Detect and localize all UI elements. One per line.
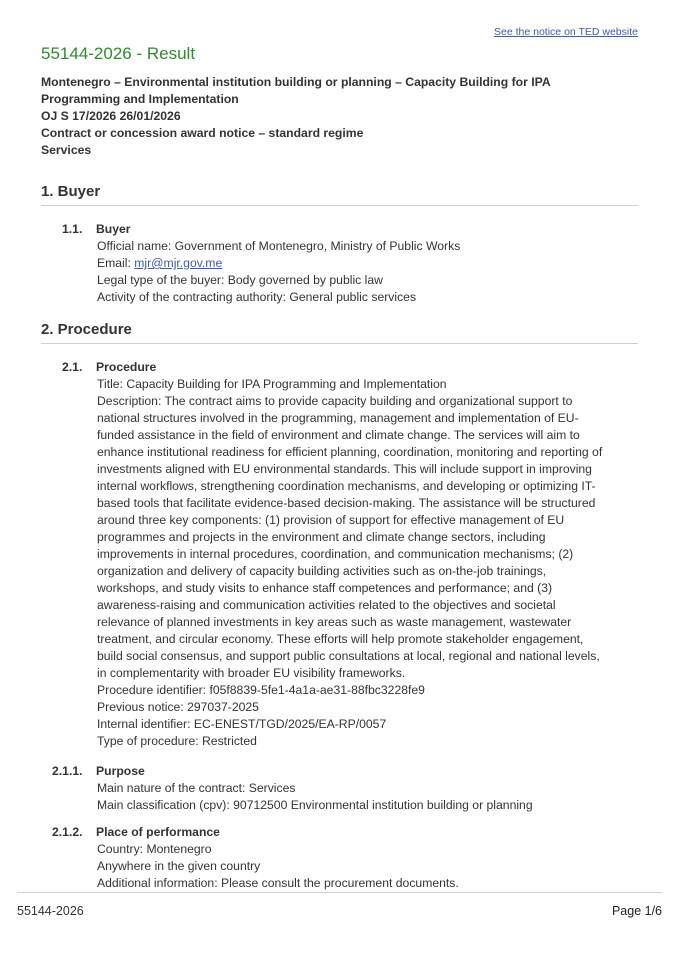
- procedure-line: funded assistance in the field of environment and climate change. The services will aim to: [97, 428, 580, 442]
- subsection-number: 2.1.: [62, 360, 83, 374]
- procedure-line: programmes and projects in the environment and climate change sectors, including: [97, 530, 546, 544]
- email-link[interactable]: mjr@mjr.gov.me: [134, 256, 223, 270]
- procedure-line: enhance institutional readiness for efficient planning, coordination, monitoring and reporting of: [97, 445, 603, 459]
- procedure-line: relevance of planned investments in key areas such as waste management, wastewater: [97, 615, 572, 629]
- procedure-line: in complementarity with broader EU visibility frameworks.: [97, 666, 406, 680]
- place-line: Country: Montenegro: [97, 842, 212, 856]
- procedure-line: around three key components: (1) provision of support for effective management of EU: [97, 513, 565, 527]
- email-label: Email:: [97, 256, 135, 270]
- ted-website-link[interactable]: See the notice on TED website: [494, 26, 638, 38]
- procedure-line: based tools that facilitate evidence-based decision-making. The assistance will be structured: [97, 496, 596, 510]
- contracting-activity: Activity of the contracting authority: General public services: [97, 290, 417, 304]
- procedure-line: national structures involved in the programming, management and implementation of EU-: [97, 411, 579, 425]
- purpose-details: [97, 780, 637, 814]
- procedure-line: Description: The contract aims to provide capacity building and organizational support to: [97, 394, 573, 408]
- procedure-line: awareness-raising and communication activities related to the objectives and societal: [97, 598, 556, 612]
- purpose-line: Main nature of the contract: Services: [97, 781, 296, 795]
- procedure-line: Previous notice: 297037-2025: [97, 700, 259, 714]
- subsection-title: Purpose: [96, 764, 145, 778]
- procedure-line: organization and delivery of capacity building activities such as on-the-job trainings,: [97, 564, 547, 578]
- place-line: Anywhere in the given country: [97, 859, 261, 873]
- place-line: Additional information: Please consult the procurement documents.: [97, 876, 459, 890]
- meta-line: Montenegro – Environmental institution building or planning – Capacity Building for IPA: [41, 75, 551, 89]
- subsection-number: 2.1.2.: [52, 825, 83, 839]
- place-details: [97, 841, 637, 892]
- procedure-line: investments aligned with EU environmental standards. This will include support in improving: [97, 462, 592, 476]
- procedure-line: Title: Capacity Building for IPA Programming and Implementation: [97, 377, 447, 391]
- procedure-line: improvements in internal procedures, coordination, and communication mechanisms; (2): [97, 547, 574, 561]
- official-name: Official name: Government of Montenegro, Ministry of Public Works: [97, 239, 461, 253]
- section-heading-procedure: 2. Procedure: [41, 320, 638, 344]
- section-heading-buyer: 1. Buyer: [41, 182, 638, 206]
- procedure-line: Type of procedure: Restricted: [97, 734, 257, 748]
- buyer-details: [97, 238, 637, 306]
- subsection-title: Procedure: [96, 360, 157, 374]
- procedure-line: internal workflows, strengthening coordination mechanisms, and developing or optimizing IT-: [97, 479, 596, 493]
- procedure-line: workshops, and study visits to enhance staff competences and performance; and (3): [97, 581, 553, 595]
- meta-line: Programming and Implementation: [41, 92, 239, 106]
- meta-line: Services: [41, 143, 92, 157]
- procedure-details: [97, 376, 637, 750]
- page-number: Page 1/6: [611, 904, 662, 918]
- subsection-number: 2.1.1.: [52, 764, 83, 778]
- procedure-line: treatment, and circular economy. These efforts will help promote stakeholder engagement,: [97, 632, 584, 646]
- meta-line: Contract or concession award notice – standard regime: [41, 126, 364, 140]
- footer-notice-id: 55144-2026: [17, 904, 84, 918]
- email-line: [97, 255, 637, 272]
- notice-meta: [41, 74, 641, 159]
- subsection-title: Buyer: [96, 222, 131, 236]
- subsection-number: 1.1.: [62, 222, 83, 236]
- subsection-title: Place of performance: [96, 825, 220, 839]
- meta-line: OJ S 17/2026 26/01/2026: [41, 109, 181, 123]
- procedure-line: build social consensus, and support public consultations at local, regional and national levels,: [97, 649, 600, 663]
- procedure-line: Procedure identifier: f05f8839-5fe1-4a1a-ae31-88fbc3228fe9: [97, 683, 425, 697]
- document-title: 55144-2026 - Result: [41, 44, 196, 63]
- footer-divider: [17, 892, 662, 893]
- legal-type: Legal type of the buyer: Body governed by public law: [97, 273, 383, 287]
- procedure-line: Internal identifier: EC-ENEST/TGD/2025/EA-RP/0057: [97, 717, 387, 731]
- purpose-line: Main classification (cpv): 90712500 Environmental institution building or planning: [97, 798, 533, 812]
